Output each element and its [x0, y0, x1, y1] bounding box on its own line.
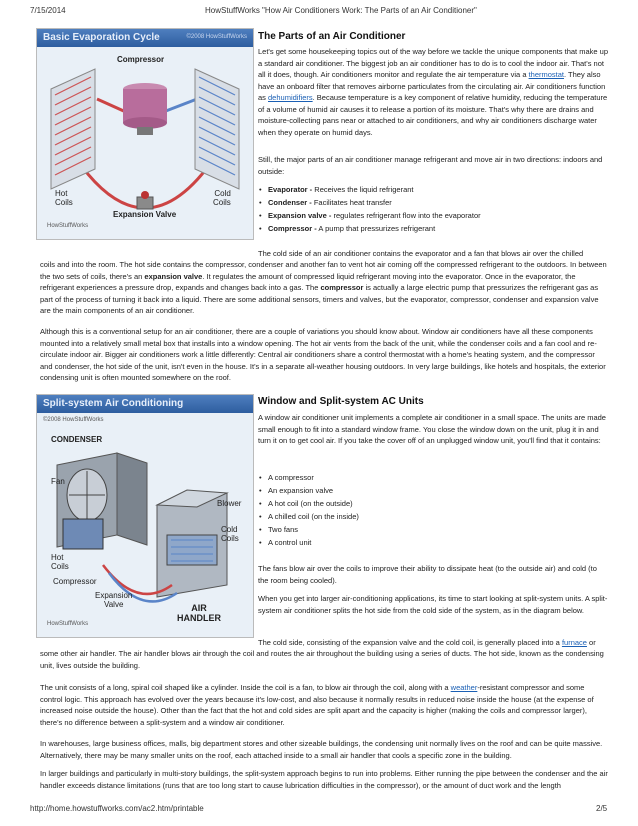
- compressor-shape: [123, 83, 167, 135]
- figure-title: Basic Evaporation Cycle: [43, 32, 160, 43]
- list-item: • Compressor - A pump that pressurizes refrigerant: [268, 222, 618, 235]
- paragraph-fans: The fans blow air over the coils to improve their ability to dissipate heat (to the outside air) and cold (to the room being cooled).: [258, 564, 597, 585]
- thermostat-link[interactable]: thermostat: [528, 70, 565, 79]
- compressor-label: Compressor: [117, 55, 165, 64]
- figure-copyright: ©2008 HowStuffWorks: [186, 34, 247, 40]
- paragraph-split-system: When you get into larger air-conditioning applications, its time to start looking at split-system units. A split-system air conditioner splits the hot side from the cold side of the system, as in the diagram below.: [258, 594, 608, 615]
- page-url: http://home.howstuffworks.com/ac2.htm/printable: [30, 804, 204, 813]
- list-item: • A hot coil (on the outside): [268, 497, 618, 510]
- paragraph-major-parts: Still, the major parts of an air conditioner manage refrigerant and move air in two directions: indoors and outside:: [258, 155, 603, 176]
- parts-list: [258, 183, 618, 235]
- air-handler-label: AIR HANDLER: [177, 603, 221, 623]
- cold-coils-label: Cold Coils: [213, 189, 231, 207]
- condenser-label: CONDENSER: [51, 435, 103, 444]
- cold-coils-label: Cold Coils: [221, 525, 239, 543]
- list-item: • An expansion valve: [268, 484, 618, 497]
- paragraph-cold-side-start: The cold side, consisting of the expansion valve and the cold coil, is generally placed into a furnace or: [258, 638, 596, 647]
- paragraph-larger-buildings: In larger buildings and particularly in multi-story buildings, the split-system approach begins to run into problems. Either running the pipe between the condenser and the air handler exceeds distance limitations (runs that are too long start to cause lubrication difficulties in the compressor), or the amount of duct work and the length: [40, 769, 608, 790]
- expansion-valve-label: Expansion Valve: [113, 210, 177, 219]
- split-system-diagram: [37, 395, 253, 637]
- evaporation-cycle-figure: [36, 28, 254, 240]
- list-item: • A control unit: [268, 536, 618, 549]
- print-title: HowStuffWorks "How Air Conditioners Work: The Parts of an Air Conditioner": [205, 6, 477, 15]
- split-system-figure: [36, 394, 254, 638]
- furnace-link[interactable]: furnace: [561, 638, 587, 647]
- cold-coils-shape: [195, 69, 239, 189]
- figure-title-bar: [37, 29, 253, 47]
- blower-label: Blower: [217, 499, 242, 508]
- hot-coils-shape: [51, 69, 95, 189]
- section-heading-parts: The Parts of an Air Conditioner: [258, 31, 406, 42]
- hot-coils-label: Hot Coils: [51, 553, 69, 571]
- figure-title-bar: [37, 395, 253, 413]
- page-number: 2/5: [596, 804, 608, 813]
- figure-credit: HowStuffWorks: [47, 621, 89, 627]
- figure-credit: HowStuffWorks: [47, 223, 89, 229]
- paragraph-unit-consists: The unit consists of a long, spiral coil shaped like a cylinder. Inside the coil is a fan, to blow air through the coil, along with a weather-resistant compressor and some control logic. This approach has evolved over the years because it's low-cost, and also because it normally results in reduced noise inside the house (at the expense of increased noise outside the house). Other than the fact that the hot and cold sides are split apart and the capacity is higher (making the coils and compressor larger), there's no difference between a split-system and a window air conditioner.: [40, 683, 594, 727]
- figure-copyright: ©2008 HowStuffWorks: [43, 417, 104, 423]
- list-item: • A chilled coil (on the inside): [268, 510, 618, 523]
- figure-title: Split-system Air Conditioning: [43, 398, 184, 409]
- list-item: • Evaporator - Receives the liquid refrigerant: [268, 183, 618, 196]
- list-item: • Expansion valve - regulates refrigerant flow into the evaporator: [268, 209, 618, 222]
- weather-link[interactable]: weather: [450, 683, 478, 692]
- condenser-unit-shape: [57, 453, 147, 549]
- paragraph-cold-side-start: The cold side of an air conditioner contains the evaporator and a fan that blows air over the chilled: [258, 249, 584, 258]
- paragraph-cold-side: coils and into the room. The hot side contains the compressor, condenser and another fan to vent hot air coming off the compressed refrigerant to the outdoors. In between the two sets of coils, there's an expansion valve. It regulates the amount of compressed liquid refrigerant moving into the evaporator. Once in the evaporator, the refrigerant experiences a pressure drop, expands and changes back into a gas. The compressor is actually a large electric pump that pressurizes the refrigerant gas as part of the process of turning it back into a liquid. There are some additional sensors, timers and valves, but the evaporator, compressor, condenser and expansion valve are the main components of an air conditioner.: [40, 260, 607, 315]
- section-heading-window-split: Window and Split-system AC Units: [258, 396, 424, 407]
- list-item: • Two fans: [268, 523, 618, 536]
- fan-label: Fan: [51, 477, 65, 486]
- expansion-valve-label: Expansion Valve: [95, 591, 133, 609]
- paragraph-air-handler: some other air handler. The air handler blows air through the coil and routes the air throughout the building using a series of ducts. The hot side, known as the condensing unit, lives outside the building.: [40, 649, 604, 670]
- print-header: [0, 6, 638, 20]
- paragraph-variations: Although this is a conventional setup for an air conditioner, there are a couple of variations you should know about. Window air conditioners have all these components mounted into a relatively small metal box that installs into a window opening. The hot air vents from the back of the unit, while the condenser coils and a fan cool and re-circulate indoor air. Bigger air conditioners work a little differently: Central air conditioners share a control thermostat with a home's heating system, and the compressor and condenser, the hot side of the unit, isn't even in the house. It's in a separate all-weather housing outdoors. In very large buildings, like hotels and hospitals, the exterior condensing unit is often mounted somewhere on the roof.: [40, 327, 606, 382]
- compressor-label: Compressor: [53, 577, 97, 586]
- paragraph-intro: Let's get some housekeeping topics out of the way before we tackle the unique components that make up a standard air conditioner. The biggest job an air conditioner has to do is to cool the indoor air. That's not all it does, though. Air conditioners monitor and regulate the air temperature via a thermostat. They also have an onboard filter that removes airborne particulates from the circulating air. Air conditioners function as dehumidifiers. Because temperature is a key component of relative humidity, reducing the temperature of a volume of humid air causes it to release a portion of its moisture. That's why there are drains and moisture-collecting pans near or attached to air conditioners, and why air conditioners discharge water when they operate on humid days.: [258, 47, 608, 137]
- list-item: • A compressor: [268, 471, 618, 484]
- paragraph-window-unit: A window air conditioner unit implements a complete air conditioner in a small space. The units are made small enough to fit into a standard window frame. You close the window down on the unit, plug it in and turn it on to get cool air. If you take the cover off of an unplugged window unit, you'll find that it contains:: [258, 413, 606, 445]
- hot-coils-label: Hot Coils: [55, 189, 73, 207]
- paragraph-warehouses: In warehouses, large business offices, malls, big department stores and other sizeable buildings, the condensing unit normally lives on the roof and can be quite massive. Alternatively, there may be many smaller units on the roof, each attached inside to a small air handler that cools a specific zone in the building.: [40, 739, 603, 760]
- dehumidifiers-link[interactable]: dehumidifiers: [268, 93, 313, 102]
- list-item: • Condenser - Facilitates heat transfer: [268, 196, 618, 209]
- window-unit-list: [258, 471, 618, 549]
- print-date: 7/15/2014: [30, 6, 66, 15]
